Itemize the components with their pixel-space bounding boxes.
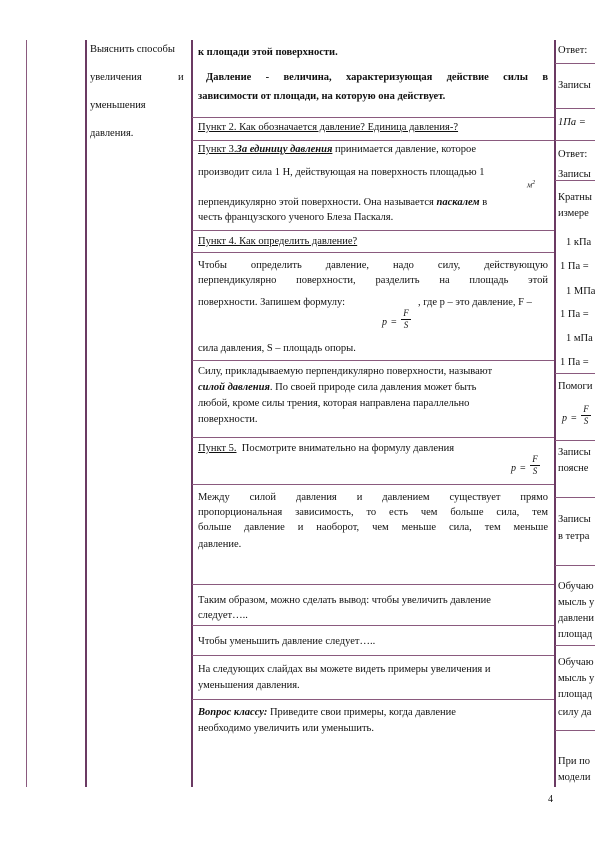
formula-p: p	[511, 463, 516, 474]
text-span: перпендикулярно этой поверхности. Она называется	[198, 197, 434, 208]
col3-line: 1 Па =	[560, 357, 589, 368]
row-divider	[555, 440, 595, 441]
section-heading: Пункт 5.	[198, 443, 237, 454]
col3-line: поясне	[558, 463, 589, 474]
definition-line: зависимости от площади, на которую она действует.	[198, 91, 446, 102]
col3-line: Записы	[558, 80, 591, 91]
text-span: Приведите свои примеры, когда давление	[267, 707, 456, 718]
row-divider	[192, 625, 554, 626]
formula-F: F	[583, 404, 589, 414]
paragraph-line: , где p – это давление, F –	[418, 297, 532, 308]
row-divider	[555, 373, 595, 374]
text-span: Посмотрите внимательно на формулу давления	[241, 443, 455, 454]
col3-line: 1 мПа	[566, 333, 593, 344]
paragraph-line: больше давление и наоборот, чем меньше сила, тем меньше	[198, 522, 548, 533]
paragraph-line: следует…..	[198, 610, 248, 621]
row-divider	[555, 140, 595, 141]
emphasis: Вопрос классу:	[198, 707, 268, 718]
paragraph-line	[198, 706, 456, 720]
col3-line: Обучаю	[558, 581, 594, 592]
formula-numerator	[581, 405, 591, 426]
row-divider	[555, 497, 595, 498]
row-divider	[555, 63, 595, 64]
col3-line: 1 кПа	[566, 237, 592, 248]
paragraph-line: Чтобы уменьшить давление следует…..	[198, 636, 376, 647]
table-border-col1	[85, 40, 87, 787]
row-divider	[192, 584, 554, 585]
definition-line: Давление - величина, характеризующая действие силы в	[206, 72, 548, 83]
paragraph-line: пропорциональная зависимость, то есть чем больше сила, тем	[198, 507, 548, 518]
formula-F: F	[403, 308, 409, 318]
col3-line: Ответ:	[558, 149, 588, 160]
paragraph-line: любой, кроме силы трения, которая направлена параллельно	[198, 398, 470, 409]
col1-line: и	[178, 72, 184, 83]
paragraph-line: Таким образом, можно сделать вывод: чтобы увеличить давление	[198, 595, 491, 606]
table-border-col3	[554, 40, 556, 787]
col3-line: 1 Па =	[560, 261, 589, 272]
paragraph-line	[198, 442, 454, 456]
section-heading: Пункт 2. Как обозначается давление? Единица давления-?	[198, 122, 459, 133]
section-heading: Пункт 3.	[198, 144, 237, 155]
row-divider	[192, 699, 554, 700]
formula-F: F	[532, 454, 538, 464]
paragraph-line	[198, 143, 476, 157]
col3-line: измере	[558, 208, 589, 219]
emphasis: паскалем	[436, 197, 480, 208]
col3-line: мысль у	[558, 597, 595, 608]
paragraph-line	[198, 196, 487, 210]
col3-line: Обучаю	[558, 657, 594, 668]
text-span: . По своей природе сила давления может быть	[269, 382, 477, 393]
col3-line: Записы	[558, 514, 591, 525]
paragraph-line: поверхности.	[198, 414, 258, 425]
paragraph-line: сила давления, S – площадь опоры.	[198, 343, 356, 354]
col3-line: 1 МПа	[566, 286, 595, 297]
paragraph-line: уменьшения давления.	[198, 680, 300, 691]
col3-line: 1 Па =	[560, 309, 589, 320]
text-span: в	[479, 197, 488, 208]
row-divider	[192, 437, 554, 438]
col3-line: давлени	[558, 613, 594, 624]
text-span: принимается давление, которое	[332, 144, 477, 155]
row-divider	[192, 230, 554, 231]
col3-line: в тетра	[558, 531, 590, 542]
row-divider	[192, 360, 554, 361]
unit-exponent: 2	[532, 180, 536, 186]
emphasis: За единицу давления	[236, 144, 333, 155]
row-divider	[555, 108, 595, 109]
formula-equals: =	[520, 463, 526, 474]
paragraph-line: производит сила 1 Н, действующая на поверхность площадью 1	[198, 167, 485, 178]
paragraph-line: перпендикулярно поверхности, разделить на площадь этой	[198, 275, 548, 286]
row-divider	[192, 655, 554, 656]
row-divider	[192, 117, 554, 118]
row-divider	[192, 484, 554, 485]
col3-line: площад	[558, 629, 593, 640]
table-border-left	[26, 40, 27, 787]
col3-line: Помоги	[558, 381, 593, 392]
col3-line: Записы	[558, 447, 591, 458]
row-divider	[555, 730, 595, 731]
paragraph-line	[198, 381, 476, 395]
formula-p: p	[382, 317, 387, 328]
row-divider	[192, 140, 554, 141]
col1-line: уменьшения	[90, 100, 146, 111]
formula-S: S	[532, 466, 538, 476]
col3-line: Записы	[558, 169, 591, 180]
paragraph-line: Чтобы определить давление, надо силу, действующую	[198, 260, 548, 271]
row-divider	[555, 565, 595, 566]
formula-numerator	[401, 309, 411, 330]
unit-m: м	[527, 180, 533, 190]
col3-line: модели	[558, 772, 591, 783]
col1-line: давления.	[90, 128, 134, 139]
page-number: 4	[548, 794, 553, 805]
formula-numerator	[530, 455, 540, 476]
section-heading: Пункт 4. Как определить давление?	[198, 236, 358, 247]
col3-line: силу да	[558, 707, 592, 718]
unit-symbol	[527, 176, 535, 193]
table-border-col2	[191, 40, 193, 787]
col3-line: мысль у	[558, 673, 595, 684]
paragraph-line: поверхности. Запишем формулу:	[198, 297, 346, 308]
row-divider	[555, 645, 595, 646]
paragraph-line: На следующих слайдах вы можете видеть примеры увеличения и	[198, 664, 491, 675]
formula-equals: =	[571, 413, 577, 424]
formula-S: S	[403, 320, 409, 330]
col3-line: Ответ:	[558, 45, 588, 56]
row-divider	[192, 252, 554, 253]
col3-line: Кратны	[558, 192, 592, 203]
col3-line: При по	[558, 756, 590, 767]
definition-end: к площади этой поверхности.	[198, 47, 338, 58]
paragraph-line: давление.	[198, 539, 242, 550]
paragraph-line: Силу, прикладываемую перпендикулярно поверхности, называют	[198, 366, 493, 377]
paragraph-line: необходимо увеличить или уменьшить.	[198, 723, 374, 734]
col3-line: 1Па =	[558, 117, 586, 128]
emphasis: силой давления	[198, 382, 270, 393]
paragraph-line: честь французского ученого Блеза Паскаля.	[198, 212, 394, 223]
col1-line: Выяснить способы	[90, 44, 175, 55]
col1-line: увеличения	[90, 72, 142, 83]
formula-equals: =	[391, 317, 397, 328]
formula-S: S	[583, 416, 589, 426]
paragraph-line: Между силой давления и давлением существует прямо	[198, 492, 548, 503]
col3-line: площад	[558, 689, 593, 700]
formula-p: p	[562, 413, 567, 424]
